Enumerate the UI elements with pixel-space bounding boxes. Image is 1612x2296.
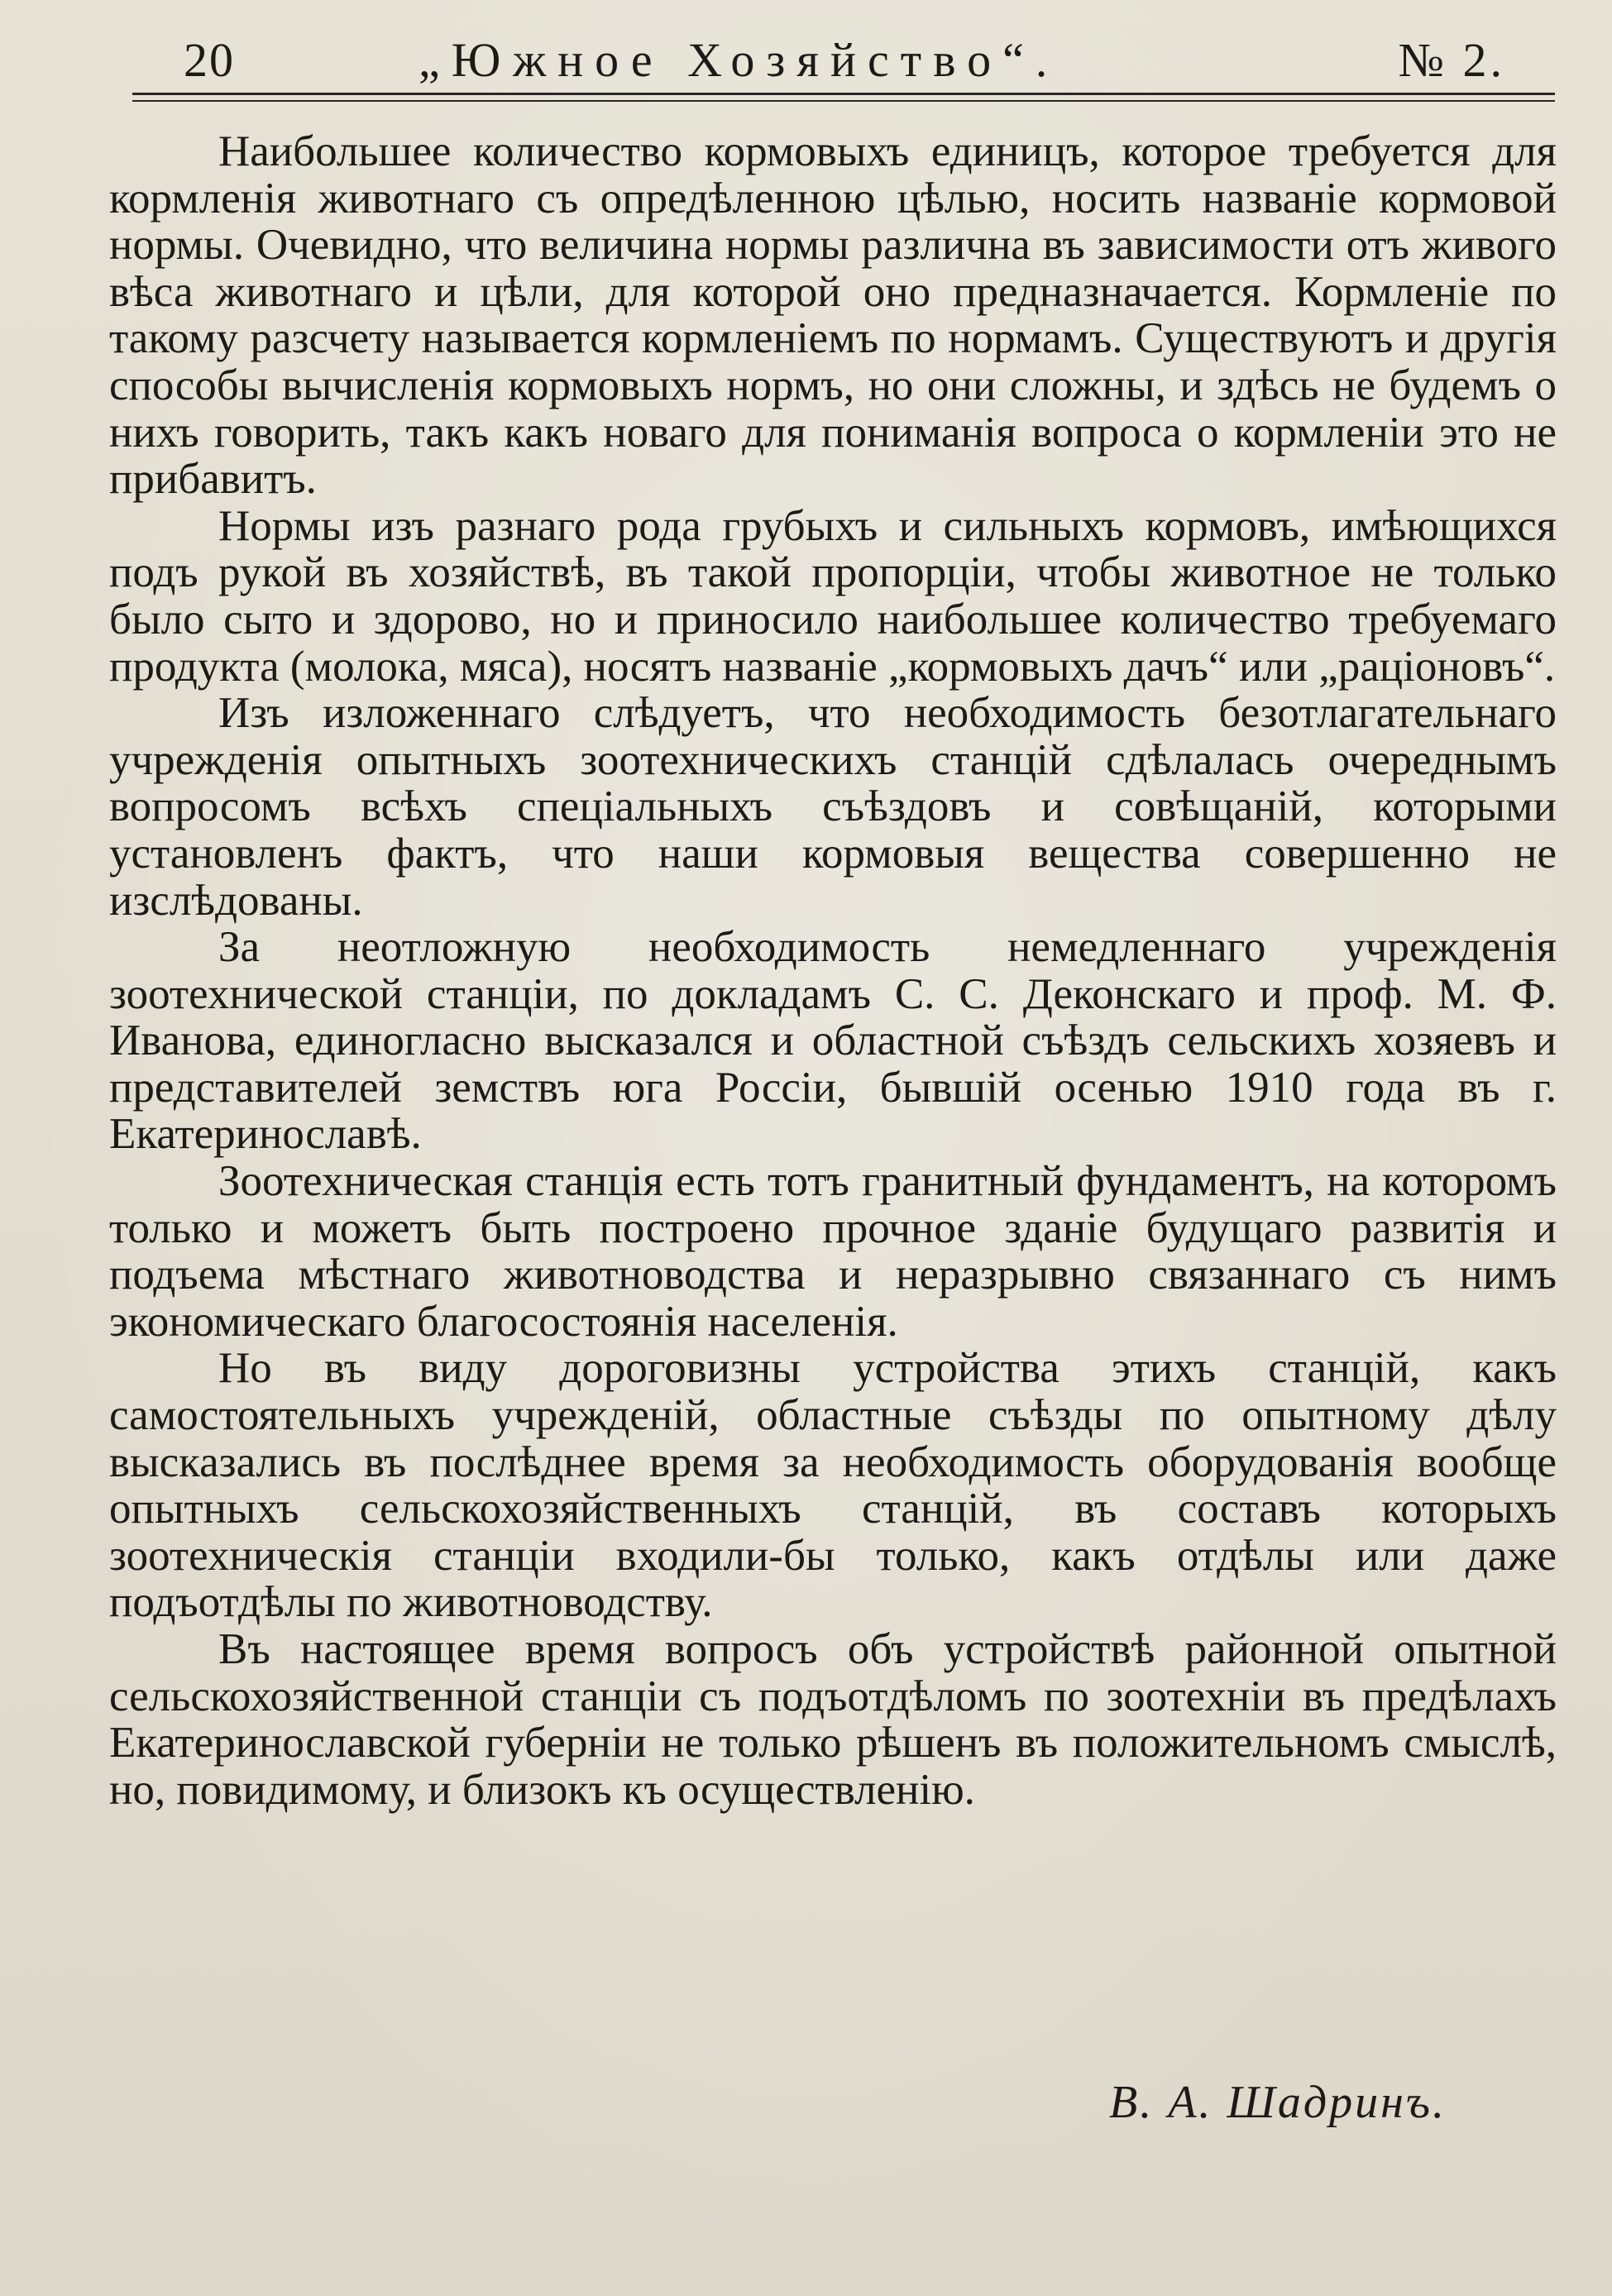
paragraph-2: Нормы изъ разнаго рода грубыхъ и сильныхъ кормовъ, имѣющихся подъ рукой въ хозяйствѣ, въ такой пропорціи, чтобы животное не только было сыто и здорово, но и приносило наибольшее количество требуемаго продукта (молока, мяса), носятъ названіе „кормовыхъ дачъ“ или „раціоновъ“. [109, 501, 1557, 691]
header-rule-thick [132, 93, 1555, 95]
paragraph-7: Въ настоящее время вопросъ объ устройствѣ районной опытной сельскохозяйственной станціи съ подъотдѣломъ по зоотехніи въ предѣлахъ Екатеринославской губерніи не только рѣшенъ въ положительномъ смыслѣ, но, повидимому, и близокъ къ осуществленію. [109, 1625, 1557, 1814]
paragraph-5: Зоотехническая станція есть тотъ гранитный фундаментъ, на которомъ только и можетъ быть построено прочное зданіе будущаго развитія и подъема мѣстнаго животноводства и неразрывно связаннаго съ нимъ экономическаго благосостоянія населенія. [109, 1157, 1557, 1346]
paragraph-4: За неотложную необходимость немедленнаго учрежденія зоотехнической станціи, по докладамъ С. С. Деконскаго и проф. М. Ф. Иванова, единогласно высказался и областной съѣздъ сельскихъ хозяевъ и представителей земствъ юга Россіи, бывшій осенью 1910 года въ г. Екатеринославѣ. [109, 923, 1557, 1159]
running-header [132, 23, 1555, 98]
paragraph-3: Изъ изложеннаго слѣдуетъ, что необходимость безотлагательнаго учрежденія опытныхъ зоотехническихъ станцій сдѣлалась очереднымъ вопросомъ всѣхъ спеціальныхъ съѣздовъ и совѣщаній, которыми установленъ фактъ, что наши кормовыя вещества совершенно не изслѣдованы. [109, 689, 1557, 925]
header-rule-thin [132, 100, 1555, 102]
author-signature: В. А. Шадринъ. [1109, 2077, 1447, 2128]
paragraph-1: Наибольшее количество кормовыхъ единицъ, которое требуется для кормленія животнаго съ опредѣленною цѣлью, носить названіе кормовой нормы. Очевидно, что величина нормы различна въ зависимости отъ живого вѣса животнаго и цѣли, для которой оно предназначается. Кормленіе по такому разсчету называется кормленіемъ по нормамъ. Существуютъ и другія способы вычисленія кормовыхъ нормъ, но они сложны, и здѣсь не будемъ о нихъ говорить, такъ какъ новаго для пониманія вопроса о кормленіи это не прибавитъ. [109, 127, 1557, 504]
issue-number: № 2. [1398, 33, 1505, 87]
article-body [109, 128, 1557, 1813]
journal-title: „Южное Хозяйство“. [419, 33, 1060, 87]
paragraph-6: Но въ виду дороговизны устройства этихъ станцій, какъ самостоятельныхъ учрежденій, областные съѣзды по опытному дѣлу высказались въ послѣднее время за необходимость оборудованія вообще опытныхъ сельскохозяйственныхъ станцій, въ составъ которыхъ зоотехническія станціи входили-бы только, какъ отдѣлы или даже подъотдѣлы по животноводству. [109, 1344, 1557, 1627]
page-number: 20 [184, 33, 235, 87]
